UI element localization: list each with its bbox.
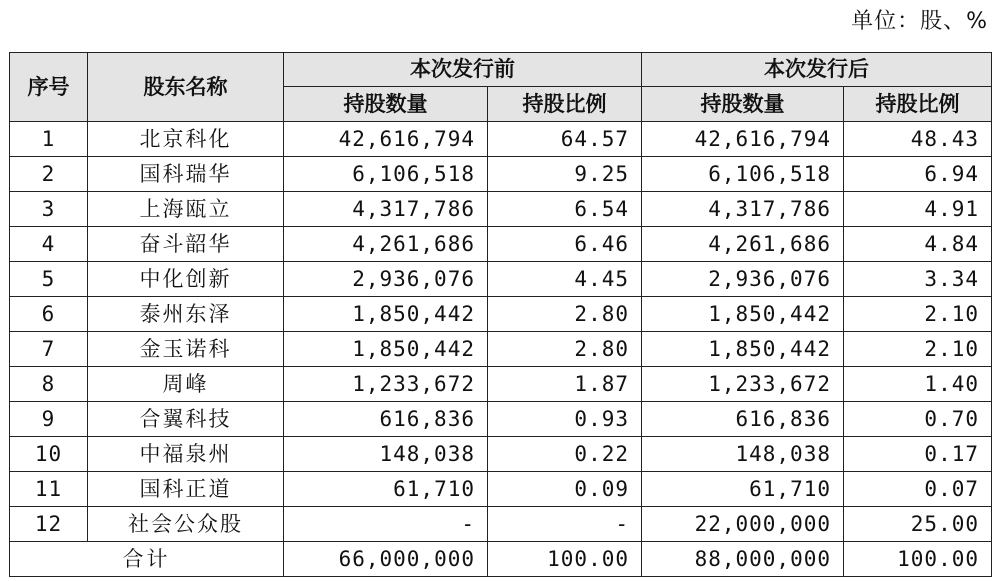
shareholder-name: 合翼科技: [88, 402, 284, 437]
before-shares: 1,850,442: [284, 297, 488, 332]
before-shares: 148,038: [284, 437, 488, 472]
table-row: [10, 367, 992, 402]
after-ratio: 2.10: [844, 332, 992, 367]
after-shares: 4,317,786: [642, 192, 844, 227]
table-row: [10, 227, 992, 262]
header-after: 本次发行后: [642, 53, 992, 87]
shareholder-name: 中福泉州: [88, 437, 284, 472]
before-ratio: 6.46: [488, 227, 642, 262]
before-ratio: 2.80: [488, 332, 642, 367]
before-ratio: 64.57: [488, 122, 642, 157]
after-ratio: 0.17: [844, 437, 992, 472]
after-ratio: 25.00: [844, 507, 992, 542]
before-ratio: 6.54: [488, 192, 642, 227]
total-after-ratio: 100.00: [844, 542, 992, 577]
before-ratio: 9.25: [488, 157, 642, 192]
row-index: 11: [10, 472, 88, 507]
shareholder-name: 国科瑞华: [88, 157, 284, 192]
after-ratio: 4.84: [844, 227, 992, 262]
table-row: [10, 262, 992, 297]
after-ratio: 0.70: [844, 402, 992, 437]
table-row: [10, 332, 992, 367]
after-ratio: 4.91: [844, 192, 992, 227]
shareholder-name: 泰州东泽: [88, 297, 284, 332]
before-shares: 2,936,076: [284, 262, 488, 297]
shareholder-name: 奋斗韶华: [88, 227, 284, 262]
row-index: 1: [10, 122, 88, 157]
shareholder-name: 周峰: [88, 367, 284, 402]
row-index: 8: [10, 367, 88, 402]
unit-note: 单位：股、%: [851, 9, 988, 34]
shareholding-table: [9, 52, 992, 577]
row-index: 9: [10, 402, 88, 437]
header-name: 股东名称: [88, 53, 284, 122]
before-shares: 1,850,442: [284, 332, 488, 367]
after-shares: 616,836: [642, 402, 844, 437]
shareholder-name: 社会公众股: [88, 507, 284, 542]
after-shares: 6,106,518: [642, 157, 844, 192]
row-index: 7: [10, 332, 88, 367]
after-shares: 61,710: [642, 472, 844, 507]
after-shares: 4,261,686: [642, 227, 844, 262]
row-index: 3: [10, 192, 88, 227]
after-shares: 148,038: [642, 437, 844, 472]
table-row: [10, 402, 992, 437]
after-shares: 2,936,076: [642, 262, 844, 297]
before-shares: 42,616,794: [284, 122, 488, 157]
header-after-ratio: 持股比例: [844, 87, 992, 122]
shareholder-name: 北京科化: [88, 122, 284, 157]
after-ratio: 6.94: [844, 157, 992, 192]
shareholder-name: 金玉诺科: [88, 332, 284, 367]
before-shares: 4,261,686: [284, 227, 488, 262]
before-ratio: 0.22: [488, 437, 642, 472]
total-after-shares: 88,000,000: [642, 542, 844, 577]
row-index: 5: [10, 262, 88, 297]
after-ratio: 1.40: [844, 367, 992, 402]
before-shares: 4,317,786: [284, 192, 488, 227]
header-before-ratio: 持股比例: [488, 87, 642, 122]
row-index: 4: [10, 227, 88, 262]
shareholder-name: 上海瓯立: [88, 192, 284, 227]
before-ratio: 4.45: [488, 262, 642, 297]
after-shares: 1,233,672: [642, 367, 844, 402]
after-shares: 42,616,794: [642, 122, 844, 157]
shareholder-name: 国科正道: [88, 472, 284, 507]
before-shares: 61,710: [284, 472, 488, 507]
header-seq: 序号: [10, 53, 88, 122]
header-before-shares: 持股数量: [284, 87, 488, 122]
table-row: [10, 192, 992, 227]
after-ratio: 48.43: [844, 122, 992, 157]
after-ratio: 0.07: [844, 472, 992, 507]
table-header: [10, 53, 992, 122]
row-index: 6: [10, 297, 88, 332]
table-row: [10, 122, 992, 157]
before-ratio: 2.80: [488, 297, 642, 332]
row-index: 12: [10, 507, 88, 542]
before-ratio: 1.87: [488, 367, 642, 402]
after-shares: 22,000,000: [642, 507, 844, 542]
before-ratio: 0.09: [488, 472, 642, 507]
table-row: [10, 472, 992, 507]
row-index: 10: [10, 437, 88, 472]
before-ratio: 0.93: [488, 402, 642, 437]
before-shares: 6,106,518: [284, 157, 488, 192]
table-row: [10, 437, 992, 472]
header-before: 本次发行前: [284, 53, 642, 87]
header-after-shares: 持股数量: [642, 87, 844, 122]
total-label: 合计: [10, 542, 284, 577]
before-shares: 616,836: [284, 402, 488, 437]
table-row: [10, 507, 992, 542]
table-row: [10, 157, 992, 192]
before-shares: 1,233,672: [284, 367, 488, 402]
after-ratio: 2.10: [844, 297, 992, 332]
after-shares: 1,850,442: [642, 297, 844, 332]
shareholder-name: 中化创新: [88, 262, 284, 297]
row-index: 2: [10, 157, 88, 192]
total-row: [10, 542, 992, 577]
table-row: [10, 297, 992, 332]
before-shares: -: [284, 507, 488, 542]
after-ratio: 3.34: [844, 262, 992, 297]
table-body: [10, 122, 992, 577]
after-shares: 1,850,442: [642, 332, 844, 367]
before-ratio: -: [488, 507, 642, 542]
total-before-shares: 66,000,000: [284, 542, 488, 577]
total-before-ratio: 100.00: [488, 542, 642, 577]
